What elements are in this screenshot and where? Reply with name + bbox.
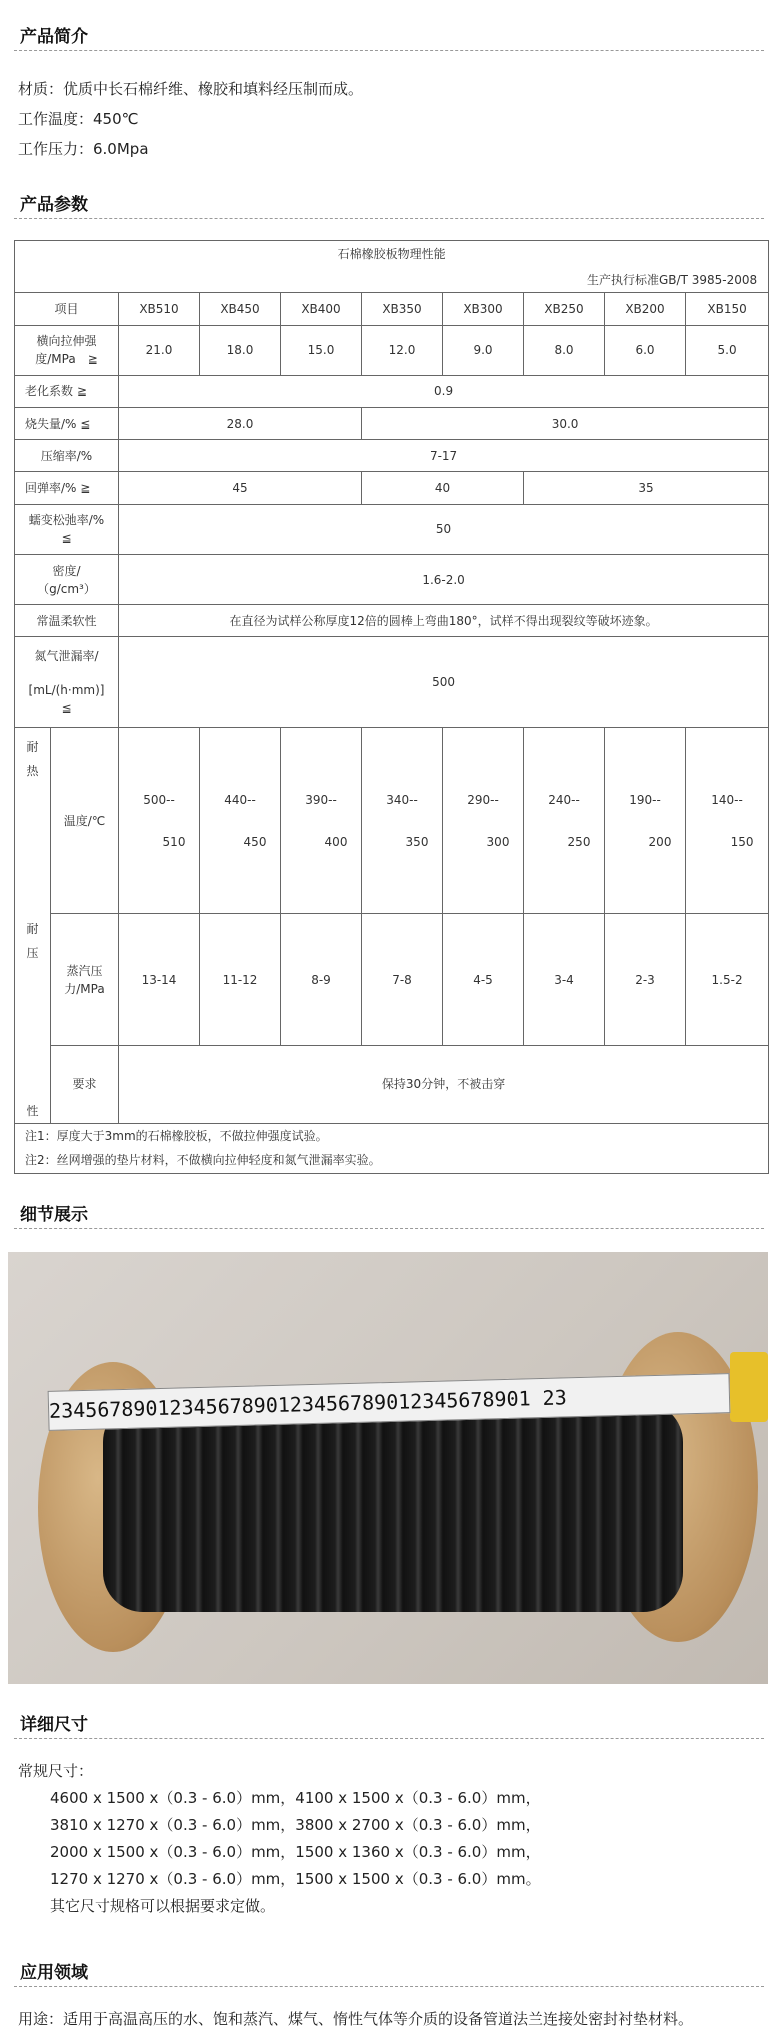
size-text — [18, 1758, 541, 1920]
temp-to: 200 — [648, 834, 672, 849]
table-row-burn — [15, 408, 769, 440]
intro-text — [18, 76, 363, 162]
temp-cell — [524, 728, 605, 914]
group-char: 耐 — [26, 740, 39, 755]
spec-table — [14, 240, 769, 1174]
size-line: 其它尺寸规格可以根据要求定做。 — [50, 1897, 276, 1915]
table-notes — [15, 1123, 769, 1173]
note-line: 注1：厚度大于3mm的石棉橡胶板，不做拉伸强度试验。 — [25, 1129, 328, 1144]
temp-from: 140-- — [711, 792, 743, 807]
steam-value: 13-14 — [119, 914, 200, 1046]
section-title-size: 详细尺寸 — [20, 1715, 88, 1735]
density-label — [15, 554, 119, 604]
table-row-notes — [15, 1123, 769, 1173]
model-cell: XB150 — [686, 293, 769, 325]
burn-value-a: 28.0 — [119, 408, 362, 440]
tensile-label-line: 横向拉伸强 — [36, 334, 97, 349]
density-value: 1.6-2.0 — [119, 554, 769, 604]
table-row-steam — [15, 914, 769, 1046]
size-line: 1270 x 1270 x（0.3 - 6.0）mm，1500 x 1500 x（0.3 - 6.0）mm。 — [50, 1870, 541, 1888]
temp-from: 190-- — [629, 792, 661, 807]
gasket-roll — [103, 1402, 683, 1612]
table-row-aging — [15, 375, 769, 407]
steam-label — [51, 914, 119, 1046]
model-cell: XB350 — [362, 293, 443, 325]
section-title-params: 产品参数 — [20, 195, 88, 215]
steam-value: 4-5 — [443, 914, 524, 1046]
steam-label-line: 蒸汽压 — [66, 963, 103, 978]
rebound-label: 回弹率/% ≧ — [15, 472, 119, 504]
burn-value-b: 30.0 — [362, 408, 769, 440]
divider — [14, 1738, 764, 1739]
steam-value: 8-9 — [281, 914, 362, 1046]
nitrogen-label-line: 氮气泄漏率/ — [34, 649, 99, 664]
model-cell: XB250 — [524, 293, 605, 325]
table-row-requirement — [15, 1046, 769, 1123]
creep-label-line: 蠕变松弛率/% — [28, 513, 105, 528]
nitrogen-label-line: ≦ — [61, 701, 72, 716]
note-line: 注2：丝网增强的垫片材料，不做横向拉伸轻度和氮气泄漏率实验。 — [25, 1153, 381, 1168]
section-title-intro: 产品简介 — [20, 27, 88, 47]
density-label-line: （g/cm³） — [37, 581, 96, 596]
model-cell: XB400 — [281, 293, 362, 325]
table-row-rebound — [15, 472, 769, 504]
divider — [14, 1986, 764, 1987]
creep-value: 50 — [119, 504, 769, 554]
temp-from: 240-- — [548, 792, 580, 807]
rebound-value-b: 40 — [362, 472, 524, 504]
section-title-detail: 细节展示 — [20, 1205, 88, 1225]
size-line: 4600 x 1500 x（0.3 - 6.0）mm，4100 x 1500 x（0.3 - 6.0）mm， — [50, 1789, 541, 1807]
temp-to: 450 — [243, 834, 267, 849]
model-cell: XB200 — [605, 293, 686, 325]
model-cell: XB450 — [200, 293, 281, 325]
steam-value: 11-12 — [200, 914, 281, 1046]
temp-from: 290-- — [467, 792, 499, 807]
table-row-tensile — [15, 325, 769, 375]
divider — [14, 1228, 764, 1229]
creep-label — [15, 504, 119, 554]
tensile-value: 8.0 — [524, 325, 605, 375]
intro-line-material: 材质：优质中长石棉纤维、橡胶和填料经压制而成。 — [18, 80, 364, 98]
table-header-row — [15, 241, 769, 293]
tensile-label-line: 度/MPa ≧ — [35, 352, 98, 367]
temp-cell — [605, 728, 686, 914]
intro-line-temp: 工作温度：450℃ — [18, 110, 139, 128]
burn-label: 烧失量/% ≦ — [15, 408, 119, 440]
temp-from: 500-- — [143, 792, 175, 807]
usage-text — [18, 2006, 693, 2032]
temp-from: 340-- — [386, 792, 418, 807]
steam-value: 1.5-2 — [686, 914, 769, 1046]
compress-label: 压缩率/% — [15, 440, 119, 472]
tensile-value: 12.0 — [362, 325, 443, 375]
req-label: 要求 — [51, 1046, 119, 1123]
model-cell: XB300 — [443, 293, 524, 325]
density-label-line: 密度/ — [52, 563, 81, 578]
steam-value: 2-3 — [605, 914, 686, 1046]
tensile-value: 6.0 — [605, 325, 686, 375]
compress-value: 7-17 — [119, 440, 769, 472]
temp-cell — [119, 728, 200, 914]
creep-label-line: ≦ — [61, 531, 72, 546]
table-row-models — [15, 293, 769, 325]
steam-label-line: 力/MPa — [64, 981, 105, 996]
table-row-flex — [15, 605, 769, 637]
steam-value: 3-4 — [524, 914, 605, 1046]
rebound-value-a: 45 — [119, 472, 362, 504]
temp-to: 350 — [405, 834, 429, 849]
temp-cell — [200, 728, 281, 914]
table-row-compress — [15, 440, 769, 472]
group-char: 性 — [26, 1104, 39, 1119]
group-char: 热 — [26, 764, 39, 779]
nitrogen-label — [15, 637, 119, 728]
table-standard: 生产执行标准GB/T 3985-2008 — [587, 272, 758, 287]
temp-from: 440-- — [224, 792, 256, 807]
temp-label: 温度/℃ — [51, 728, 119, 914]
tensile-value: 21.0 — [119, 325, 200, 375]
product-photo — [8, 1252, 768, 1684]
tape-measure-case — [730, 1352, 768, 1422]
temp-to: 300 — [486, 834, 510, 849]
size-line: 2000 x 1500 x（0.3 - 6.0）mm，1500 x 1360 x（0.3 - 6.0）mm， — [50, 1843, 541, 1861]
aging-value: 0.9 — [119, 375, 769, 407]
tensile-value: 18.0 — [200, 325, 281, 375]
aging-label: 老化系数 ≧ — [15, 375, 119, 407]
rebound-value-c: 35 — [524, 472, 769, 504]
usage-line: 用途：适用于高温高压的水、饱和蒸汽、煤气、惰性气体等介质的设备管道法兰连接处密封衬垫材料。 — [18, 2010, 694, 2028]
table-header — [15, 241, 769, 293]
temp-cell — [686, 728, 769, 914]
group-char: 耐 — [26, 922, 39, 937]
divider — [14, 50, 764, 51]
temp-to: 400 — [324, 834, 348, 849]
size-label: 常规尺寸： — [18, 1762, 94, 1780]
heat-group-label — [15, 728, 51, 1124]
group-char: 压 — [26, 946, 39, 961]
nitrogen-value: 500 — [119, 637, 769, 728]
steam-value: 7-8 — [362, 914, 443, 1046]
tensile-label — [15, 325, 119, 375]
nitrogen-label-line: [mL/(h·mm)] — [28, 683, 105, 698]
table-row-nitrogen — [15, 637, 769, 728]
intro-line-pressure: 工作压力：6.0Mpa — [18, 140, 149, 158]
tensile-value: 15.0 — [281, 325, 362, 375]
flex-label: 常温柔软性 — [15, 605, 119, 637]
measuring-tape: 2345678901234567890123456789012345678901 23 — [48, 1373, 731, 1431]
item-label: 项目 — [15, 293, 119, 325]
flex-value: 在直径为试样公称厚度12倍的圆棒上弯曲180°，试样不得出现裂纹等破坏迹象。 — [119, 605, 769, 637]
table-title: 石棉橡胶板物理性能 — [337, 246, 446, 261]
temp-cell — [443, 728, 524, 914]
section-title-usage: 应用领域 — [20, 1963, 88, 1983]
table-row-density — [15, 554, 769, 604]
size-line: 3810 x 1270 x（0.3 - 6.0）mm，3800 x 2700 x（0.3 - 6.0）mm， — [50, 1816, 541, 1834]
temp-to: 150 — [730, 834, 754, 849]
table-row-creep — [15, 504, 769, 554]
table-row-temp — [15, 728, 769, 914]
tensile-value: 5.0 — [686, 325, 769, 375]
req-value: 保持30分钟，不被击穿 — [119, 1046, 769, 1123]
model-cell: XB510 — [119, 293, 200, 325]
divider — [14, 218, 764, 219]
temp-to: 510 — [162, 834, 186, 849]
tensile-value: 9.0 — [443, 325, 524, 375]
temp-to: 250 — [567, 834, 591, 849]
temp-from: 390-- — [305, 792, 337, 807]
temp-cell — [362, 728, 443, 914]
temp-cell — [281, 728, 362, 914]
